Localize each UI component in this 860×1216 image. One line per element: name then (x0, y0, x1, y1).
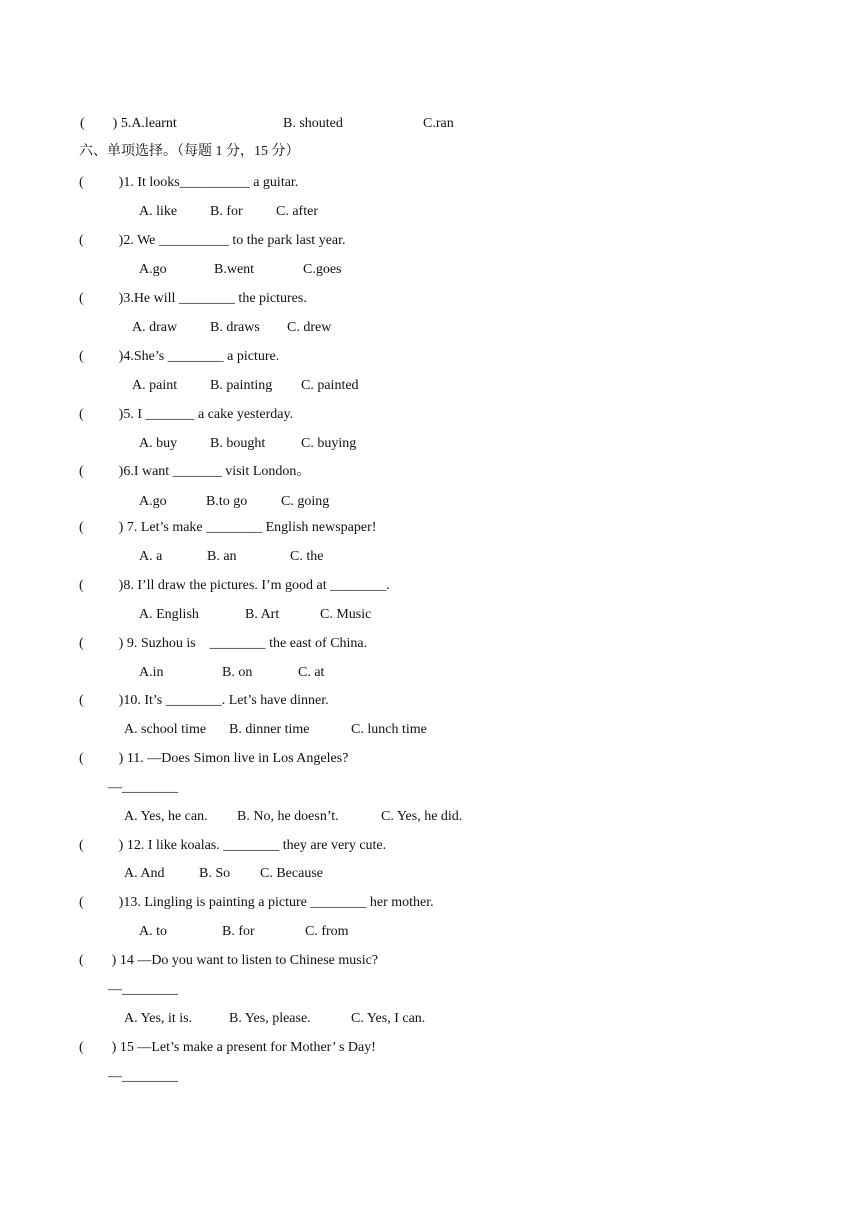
prev-option-c: C.ran (423, 116, 454, 131)
q4-option-c: C. painted (301, 378, 359, 393)
q14-option-a: A. Yes, it is. (124, 1011, 193, 1026)
q7-option-a: A. a (139, 549, 163, 564)
question-2: ( )2. We __________ to the park last year. (79, 233, 346, 248)
q10-option-c: C. lunch time (351, 722, 427, 737)
q11-option-a: A. Yes, he can. (124, 809, 208, 824)
q4-option-a: A. paint (132, 378, 178, 393)
q9-option-c: C. at (298, 665, 325, 680)
question-9: ( ) 9. Suzhou is ________ the east of China. (79, 636, 368, 651)
q7-option-c: C. the (290, 549, 324, 564)
q6-option-b: B.to go (206, 494, 248, 509)
q10-option-b: B. dinner time (229, 722, 310, 737)
question-11: ( ) 11. —Does Simon live in Los Angeles? (79, 751, 349, 766)
question-15: ( ) 15 —Let’s make a present for Mother’ s Day! (79, 1040, 376, 1055)
q13-option-b: B. for (222, 924, 255, 939)
prev-question: ( ) 5.A.learnt (80, 116, 177, 131)
q12-option-b: B. So (199, 866, 231, 881)
question-7: ( ) 7. Let’s make ________ English newspaper! (79, 520, 377, 535)
q5-option-a: A. buy (139, 436, 178, 451)
q8-option-b: B. Art (245, 607, 280, 622)
prev-option-b: B. shouted (283, 116, 343, 131)
q6-option-c: C. going (281, 494, 330, 509)
q5-option-b: B. bought (210, 436, 266, 451)
q1-option-c: C. after (276, 204, 318, 219)
q14-answer-blank: —________ (108, 982, 178, 997)
q2-option-c: C.goes (303, 262, 342, 277)
q10-option-a: A. school time (124, 722, 207, 737)
q3-option-b: B. draws (210, 320, 260, 335)
q9-option-b: B. on (222, 665, 253, 680)
section-title: 六、单项选择。（每题 1 分，15 分） (79, 144, 300, 159)
q14-option-b: B. Yes, please. (229, 1011, 311, 1026)
q3-option-a: A. draw (132, 320, 178, 335)
q7-option-b: B. an (207, 549, 237, 564)
question-13: ( )13. Lingling is painting a picture ________ her mother. (79, 895, 434, 910)
q13-option-c: C. from (305, 924, 349, 939)
q9-option-a: A.in (139, 665, 164, 680)
question-5: ( )5. I _______ a cake yesterday. (79, 407, 294, 422)
question-12: ( ) 12. I like koalas. ________ they are very cute. (79, 838, 387, 853)
q13-option-a: A. to (139, 924, 167, 939)
q2-option-b: B.went (214, 262, 255, 277)
q1-option-a: A. like (139, 204, 178, 219)
q12-option-a: A. And (124, 866, 165, 881)
q12-option-c: C. Because (260, 866, 323, 881)
q11-answer-blank: —________ (108, 780, 178, 795)
q1-option-b: B. for (210, 204, 243, 219)
question-1: ( )1. It looks__________ a guitar. (79, 175, 299, 190)
question-8: ( )8. I’ll draw the pictures. I’m good at ________. (79, 578, 390, 593)
question-10: ( )10. It’s ________. Let’s have dinner. (79, 693, 329, 708)
question-6: ( )6.I want _______ visit London。 (79, 464, 311, 479)
q5-option-c: C. buying (301, 436, 357, 451)
question-14: ( ) 14 —Do you want to listen to Chinese music? (79, 953, 379, 968)
q11-option-c: C. Yes, he did. (381, 809, 463, 824)
q11-option-b: B. No, he doesn’t. (237, 809, 339, 824)
q2-option-a: A.go (139, 262, 167, 277)
question-4: ( )4.She’s ________ a picture. (79, 349, 280, 364)
q8-option-c: C. Music (320, 607, 372, 622)
q3-option-c: C. drew (287, 320, 332, 335)
q6-option-a: A.go (139, 494, 167, 509)
q14-option-c: C. Yes, I can. (351, 1011, 426, 1026)
question-3: ( )3.He will ________ the pictures. (79, 291, 307, 306)
q15-answer-blank: —________ (108, 1069, 178, 1084)
q4-option-b: B. painting (210, 378, 273, 393)
q8-option-a: A. English (139, 607, 199, 622)
